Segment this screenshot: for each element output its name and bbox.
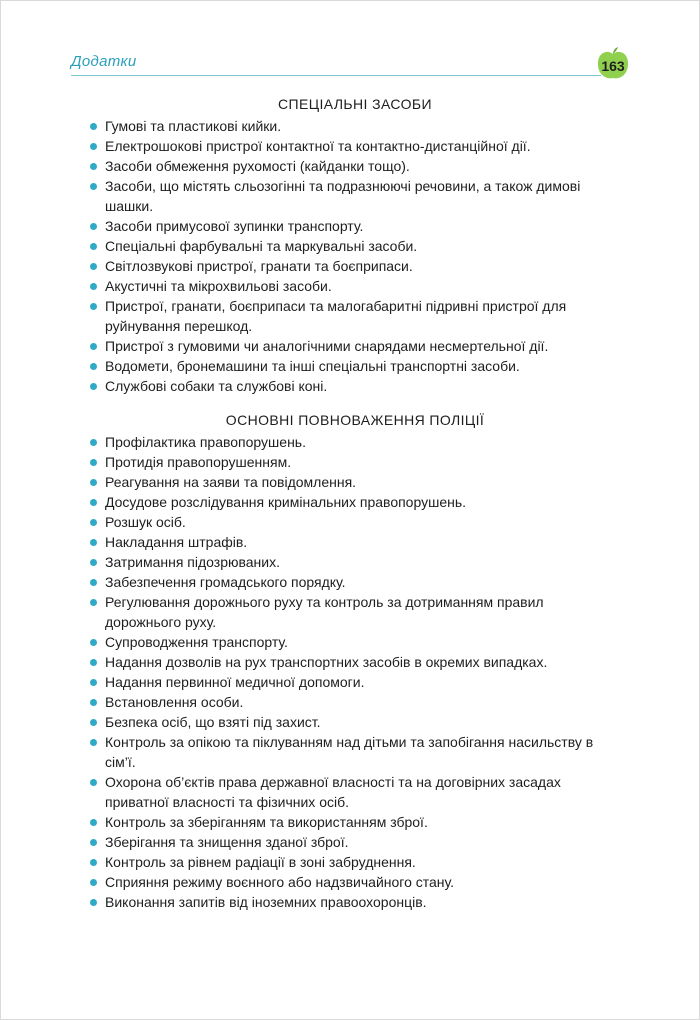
page-number: 163 (601, 58, 625, 74)
list-item: Сприяння режиму воєнного або надзвичайного стану. (87, 872, 623, 892)
list-item: Засоби, що містять сльозогінні та подразнюючі речовини, а також димові шашки. (87, 176, 623, 216)
page-content (87, 96, 623, 912)
list-item: Світлозвукові пристрої, гранати та боєприпаси. (87, 256, 623, 276)
list-item: Засоби примусової зупинки транспорту. (87, 216, 623, 236)
list-item: Пристрої, гранати, боєприпаси та малогабаритні підривні пристрої для руйнування перешкод. (87, 296, 623, 336)
list-item: Накладання штрафів. (87, 532, 623, 552)
list-item: Надання первинної медичної допомоги. (87, 672, 623, 692)
police-powers-list (87, 432, 623, 912)
list-item: Профілактика правопорушень. (87, 432, 623, 452)
list-item: Спеціальні фарбувальні та маркувальні засоби. (87, 236, 623, 256)
list-item: Контроль за зберіганням та використанням зброї. (87, 812, 623, 832)
page-number-badge (595, 53, 631, 79)
list-item: Забезпечення громадського порядку. (87, 572, 623, 592)
list-item: Протидія правопорушенням. (87, 452, 623, 472)
list-item: Досудове розслідування кримінальних правопорушень. (87, 492, 623, 512)
list-item: Акустичні та мікрохвильові засоби. (87, 276, 623, 296)
list-item: Розшук осіб. (87, 512, 623, 532)
list-item: Встановлення особи. (87, 692, 623, 712)
special-means-list (87, 116, 623, 396)
list-item: Електрошокові пристрої контактної та контактно-дистанційної дії. (87, 136, 623, 156)
list-item: Реагування на заяви та повідомлення. (87, 472, 623, 492)
heading-police-powers: ОСНОВНІ ПОВНОВАЖЕННЯ ПОЛІЦІЇ (225, 412, 485, 428)
list-item: Контроль за опікою та піклуванням над дітьми та запобігання насильству в сім’ї. (87, 732, 623, 772)
list-item: Безпека осіб, що взяті під захист. (87, 712, 623, 732)
list-item: Пристрої з гумовими чи аналогічними снарядами несмертельної дії. (87, 336, 623, 356)
list-item: Супроводження транспорту. (87, 632, 623, 652)
section-title: Додатки (71, 53, 137, 70)
list-item: Охорона об’єктів права державної власності та на договірних засадах приватної власності та фізичних осіб. (87, 772, 623, 812)
header-divider (71, 75, 601, 76)
list-item: Гумові та пластикові кийки. (87, 116, 623, 136)
list-item: Зберігання та знищення зданої зброї. (87, 832, 623, 852)
list-item: Водомети, бронемашини та інші спеціальні транспортні засоби. (87, 356, 623, 376)
page-header (71, 53, 631, 77)
list-item: Виконання запитів від іноземних правоохоронців. (87, 892, 623, 912)
list-item: Засоби обмеження рухомості (кайданки тощо). (87, 156, 623, 176)
list-item: Затримання підозрюваних. (87, 552, 623, 572)
heading-special-means: СПЕЦІАЛЬНІ ЗАСОБИ (278, 96, 432, 112)
list-item: Регулювання дорожнього руху та контроль за дотриманням правил дорожнього руху. (87, 592, 623, 632)
list-item: Службові собаки та службові коні. (87, 376, 623, 396)
list-item: Контроль за рівнем радіації в зоні забруднення. (87, 852, 623, 872)
list-item: Надання дозволів на рух транспортних засобів в окремих випадках. (87, 652, 623, 672)
